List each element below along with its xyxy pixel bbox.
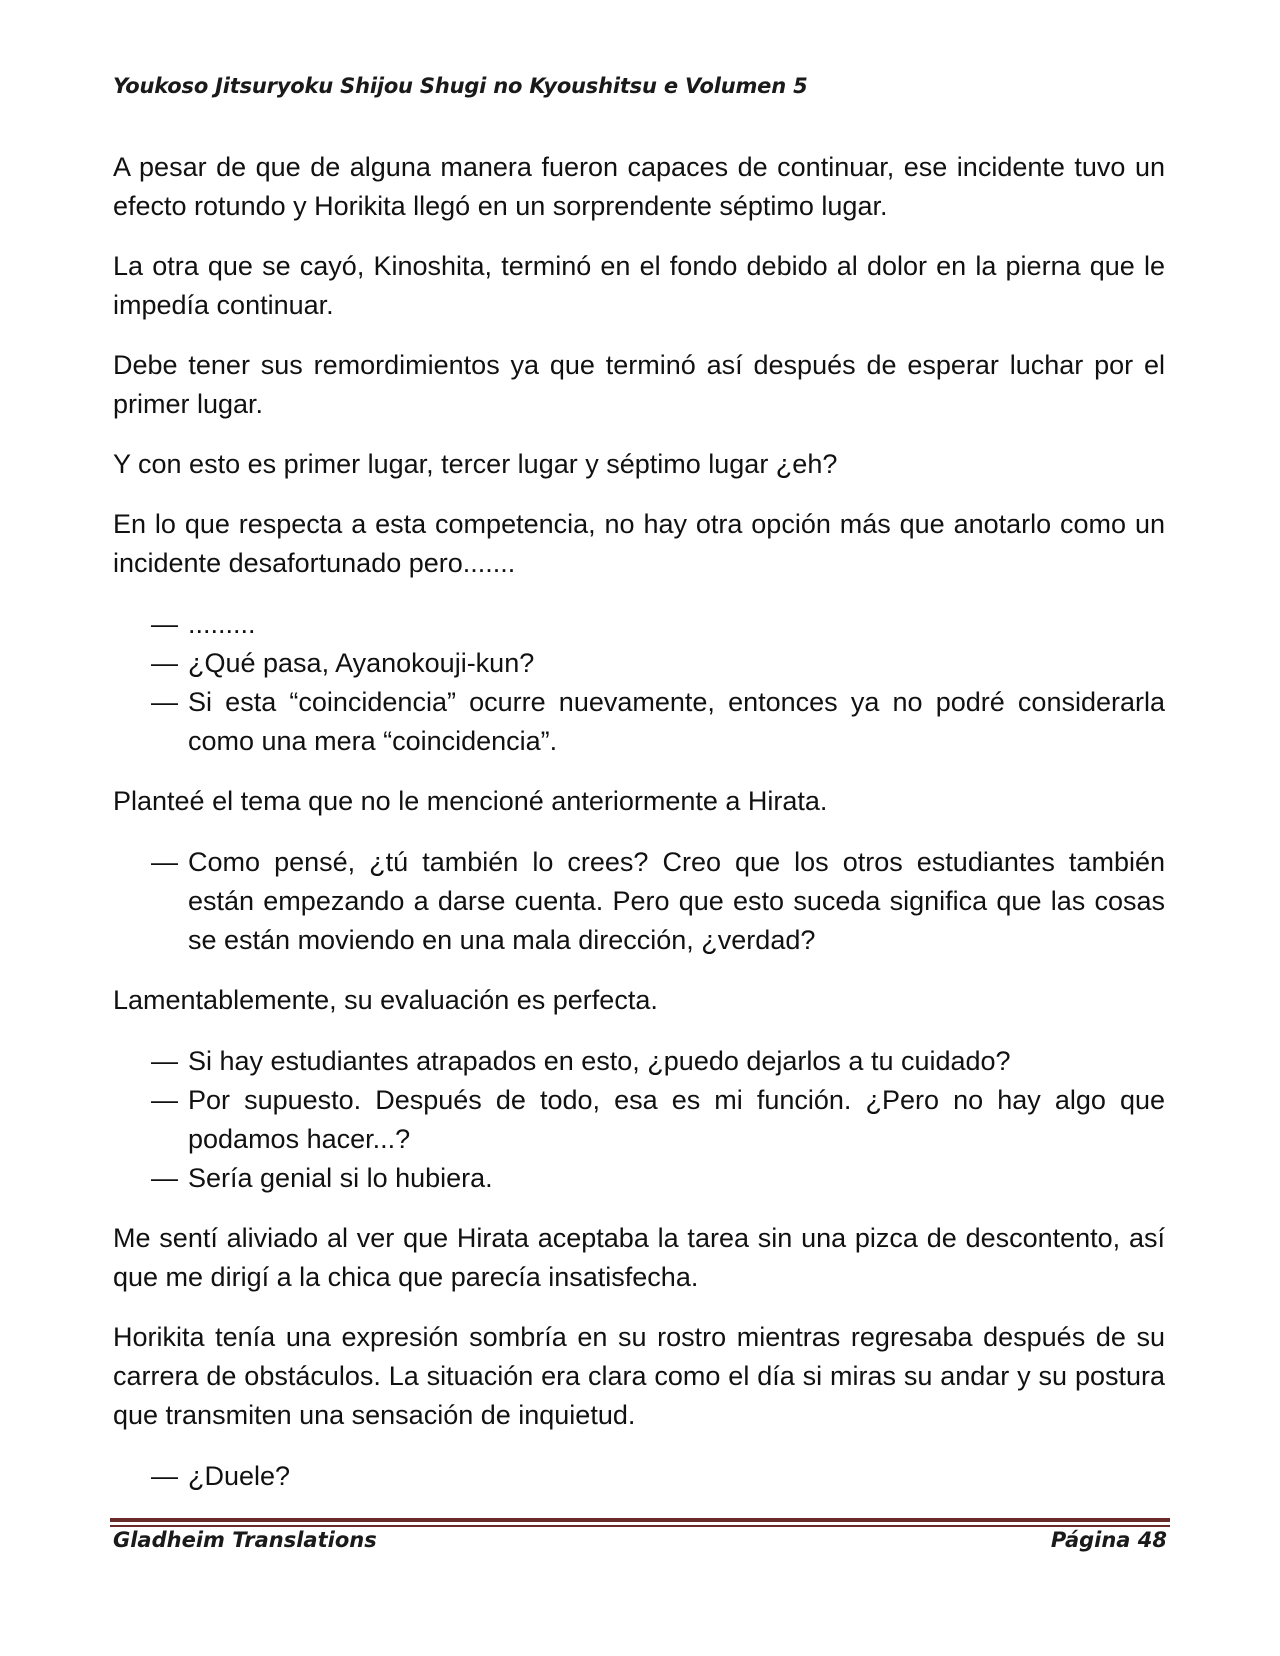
dialogue-line <box>151 843 1165 960</box>
paragraph: Me sentí aliviado al ver que Hirata aceptaba la tarea sin una pizca de descontento, así que me dirigí a la chica que parecía insatisfecha. <box>113 1223 1165 1292</box>
dialogue-dash: — <box>151 1085 178 1115</box>
paragraph: A pesar de que de alguna manera fueron capaces de continuar, ese incidente tuvo un efecto rotundo y Horikita llegó en un sorprendente séptimo lugar. <box>113 152 1165 221</box>
footer-credit: Gladheim Translations <box>113 1528 377 1552</box>
dialogue-line <box>151 644 1165 683</box>
dialogue-text: Por supuesto. Después de todo, esa es mi función. ¿Pero no hay algo que podamos hacer...? <box>188 1085 1165 1154</box>
dialogue-text: Sería genial si lo hubiera. <box>188 1163 493 1193</box>
dialogue-dash: — <box>151 1461 178 1491</box>
dialogue-line <box>151 1159 1165 1198</box>
dialogue-line <box>151 1081 1165 1159</box>
dialogue-dash: — <box>151 1163 178 1193</box>
dialogue-text: ......... <box>188 609 256 639</box>
dialogue-block <box>113 843 1165 960</box>
footer-divider-thin <box>110 1525 1170 1527</box>
paragraph: La otra que se cayó, Kinoshita, terminó en el fondo debido al dolor en la pierna que le impedía continuar. <box>113 251 1165 320</box>
dialogue-text: Si esta “coincidencia” ocurre nuevamente, entonces ya no podré considerarla como una mera “coincidencia”. <box>188 687 1165 756</box>
paragraph: En lo que respecta a esta competencia, no hay otra opción más que anotarlo como un incidente desafortunado pero....... <box>113 509 1165 578</box>
dialogue-block <box>113 605 1165 761</box>
dialogue-text: Como pensé, ¿tú también lo crees? Creo que los otros estudiantes también están empezando a darse cuenta. Pero que esto suceda significa que las cosas se están moviendo en una mala dirección, ¿verdad? <box>188 847 1165 955</box>
page-number: Página 48 <box>1050 1528 1167 1552</box>
page-body <box>113 148 1165 1517</box>
dialogue-text: ¿Duele? <box>188 1461 291 1491</box>
paragraph: Debe tener sus remordimientos ya que terminó así después de esperar luchar por el primer lugar. <box>113 350 1165 419</box>
dialogue-block <box>113 1457 1165 1496</box>
dialogue-text: ¿Qué pasa, Ayanokouji-kun? <box>188 648 535 678</box>
dialogue-dash: — <box>151 847 178 877</box>
dialogue-dash: — <box>151 1046 178 1076</box>
paragraph: Planteé el tema que no le mencioné anteriormente a Hirata. <box>113 786 828 816</box>
paragraph: Horikita tenía una expresión sombría en su rostro mientras regresaba después de su carrera de obstáculos. La situación era clara como el día si miras su andar y su postura que transmiten una sensación de inquietud. <box>113 1322 1165 1430</box>
paragraph: Y con esto es primer lugar, tercer lugar y séptimo lugar ¿eh? <box>113 449 838 479</box>
paragraph: Lamentablemente, su evaluación es perfecta. <box>113 985 658 1015</box>
dialogue-dash: — <box>151 687 178 717</box>
dialogue-line <box>151 1457 1165 1496</box>
dialogue-line <box>151 605 1165 644</box>
footer-divider <box>110 1518 1170 1522</box>
dialogue-line <box>151 1042 1165 1081</box>
dialogue-line <box>151 683 1165 761</box>
running-header: Youkoso Jitsuryoku Shijou Shugi no Kyoushitsu e Volumen 5 <box>113 74 808 98</box>
dialogue-text: Si hay estudiantes atrapados en esto, ¿puedo dejarlos a tu cuidado? <box>188 1046 1011 1076</box>
dialogue-dash: — <box>151 648 178 678</box>
dialogue-block <box>113 1042 1165 1198</box>
dialogue-dash: — <box>151 609 178 639</box>
